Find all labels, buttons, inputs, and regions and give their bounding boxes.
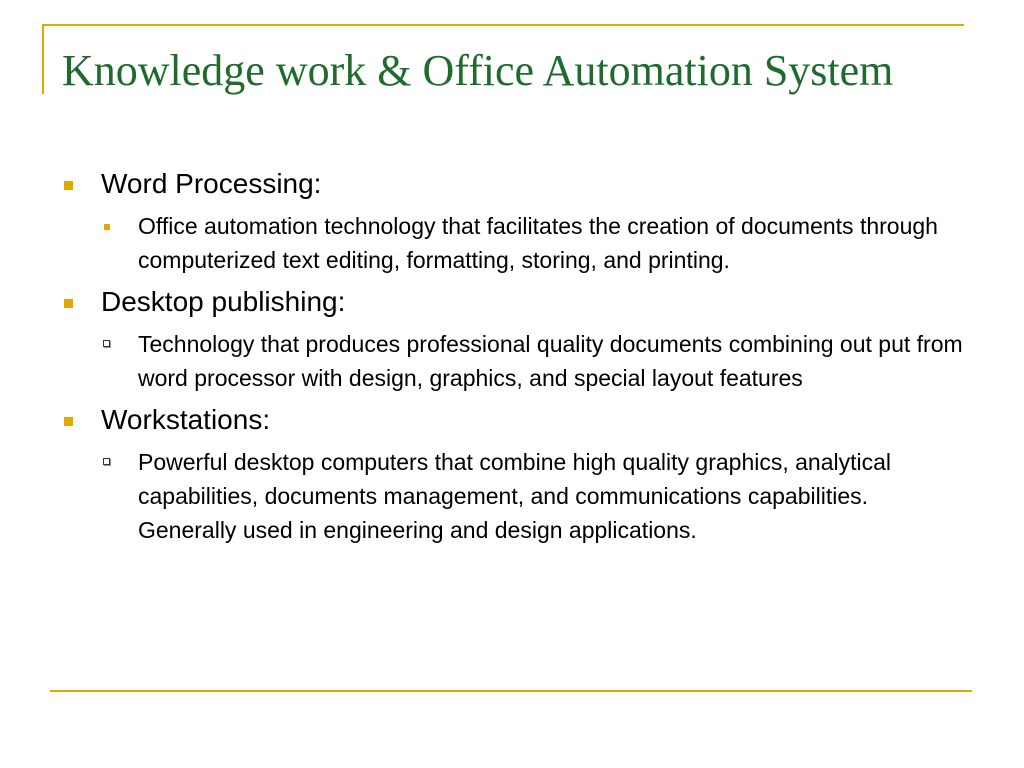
slide-title: Knowledge work & Office Automation System <box>62 46 894 95</box>
left-rule <box>42 24 44 94</box>
bullet-label: Workstations: <box>101 404 271 435</box>
top-rule <box>42 24 964 26</box>
sub-bullet-text: Office automation technology that facilitates the creation of documents through computerized text editing, formatting, storing, and printing. <box>138 213 938 273</box>
sub-bullet-text: Powerful desktop computers that combine high quality graphics, analytical capabilities, documents management, and communications capabilities. Generally used in engineering and design applications. <box>138 449 892 543</box>
bottom-rule <box>50 690 972 692</box>
sub-bullet-word-processing <box>138 209 965 277</box>
bullet-workstations <box>60 402 965 438</box>
sub-bullet-text: Technology that produces professional quality documents combining out put from word processor with design, graphics, and special layout features <box>138 331 963 391</box>
square-bullet-icon <box>64 299 73 308</box>
bullet-desktop-publishing <box>60 284 965 320</box>
square-bullet-icon <box>64 417 73 426</box>
bullet-label: Desktop publishing: <box>101 286 346 317</box>
small-square-bullet-icon <box>104 224 110 230</box>
sub-bullet-desktop-publishing <box>138 327 965 395</box>
square-bullet-icon <box>64 181 73 190</box>
slide-body <box>60 166 965 547</box>
hollow-square-bullet-icon <box>103 458 110 465</box>
bullet-label: Word Processing: <box>101 168 322 199</box>
hollow-square-bullet-icon <box>103 340 110 347</box>
bullet-word-processing <box>60 166 965 202</box>
sub-bullet-workstations <box>138 445 965 547</box>
